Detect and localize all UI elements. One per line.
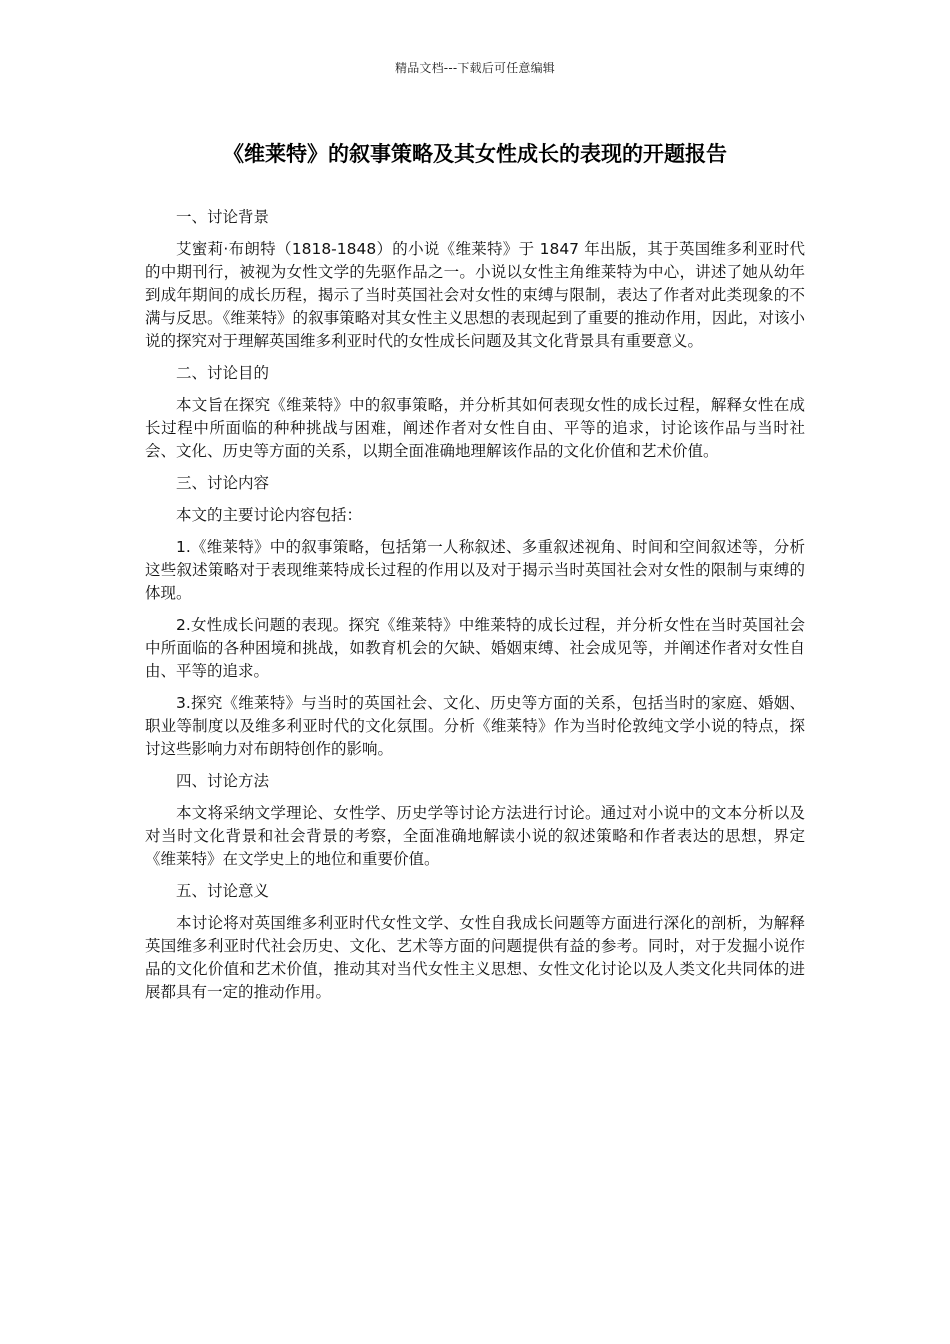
paragraph: 本文将采纳文学理论、女性学、历史学等讨论方法进行讨论。通过对小说中的文本分析以及对当时文化背景和社会背景的考察，全面准确地解读小说的叙述策略和作者表达的思想，界定《维莱特》在文学史上的地位和重要价值。	[145, 804, 805, 868]
list-item-paragraph: 2.女性成长问题的表现。探究《维莱特》中维莱特的成长过程，并分析女性在当时英国社会中所面临的各种困境和挑战，如教育机会的欠缺、婚姻束缚、社会成见等，并阐述作者对女性自由、平等的追求。	[145, 616, 805, 680]
section-heading: 五、讨论意义	[176, 882, 270, 900]
paragraph: 本文的主要讨论内容包括：	[176, 506, 363, 524]
list-item-paragraph: 3.探究《维莱特》与当时的英国社会、文化、历史等方面的关系，包括当时的家庭、婚姻、职业等制度以及维多利亚时代的文化氛围。分析《维莱特》作为当时伦敦纯文学小说的特点，探讨这些影响力对布朗特创作的影响。	[145, 694, 805, 758]
document-title: 《维莱特》的叙事策略及其女性成长的表现的开题报告	[223, 142, 727, 166]
section-heading: 二、讨论目的	[176, 364, 270, 382]
section-background	[145, 206, 805, 353]
paragraph: 本讨论将对英国维多利亚时代女性文学、女性自我成长问题等方面进行深化的剖析，为解释英国维多利亚时代社会历史、文化、艺术等方面的问题提供有益的参考。同时，对于发掘小说作品的文化价值和艺术价值，推动其对当代女性主义思想、女性文化讨论以及人类文化共同体的进展都具有一定的推动作用。	[145, 914, 805, 1001]
section-content	[145, 472, 805, 761]
document-body	[145, 206, 805, 1013]
header-note: 精品文档---下载后可任意编辑	[395, 61, 555, 75]
section-heading: 四、讨论方法	[176, 772, 270, 790]
section-heading: 三、讨论内容	[176, 474, 270, 492]
paragraph: 本文旨在探究《维莱特》中的叙事策略，并分析其如何表现女性的成长过程，解释女性在成长过程中所面临的种种挑战与困难，阐述作者对女性自由、平等的追求，讨论该作品与当时社会、文化、历史等方面的关系，以期全面准确地理解该作品的文化价值和艺术价值。	[145, 396, 805, 460]
section-heading: 一、讨论背景	[176, 208, 270, 226]
paragraph: 艾蜜莉·布朗特（1818-1848）的小说《维莱特》于 1847 年出版，其于英国维多利亚时代的中期刊行，被视为女性文学的先驱作品之一。小说以女性主角维莱特为中心，讲述了她从幼年到成年期间的成长历程，揭示了当时英国社会对女性的束缚与限制，表达了作者对此类现象的不满与反思。《维莱特》的叙事策略对其女性主义思想的表现起到了重要的推动作用，因此，对该小说的探究对于理解英国维多利亚时代的女性成长问题及其文化背景具有重要意义。	[145, 240, 805, 350]
section-purpose	[145, 362, 805, 463]
section-significance	[145, 880, 805, 1004]
list-item-paragraph: 1.《维莱特》中的叙事策略，包括第一人称叙述、多重叙述视角、时间和空间叙述等，分析这些叙述策略对于表现维莱特成长过程的作用以及对于揭示当时英国社会对女性的限制与束缚的体现。	[145, 538, 805, 602]
section-method	[145, 770, 805, 871]
